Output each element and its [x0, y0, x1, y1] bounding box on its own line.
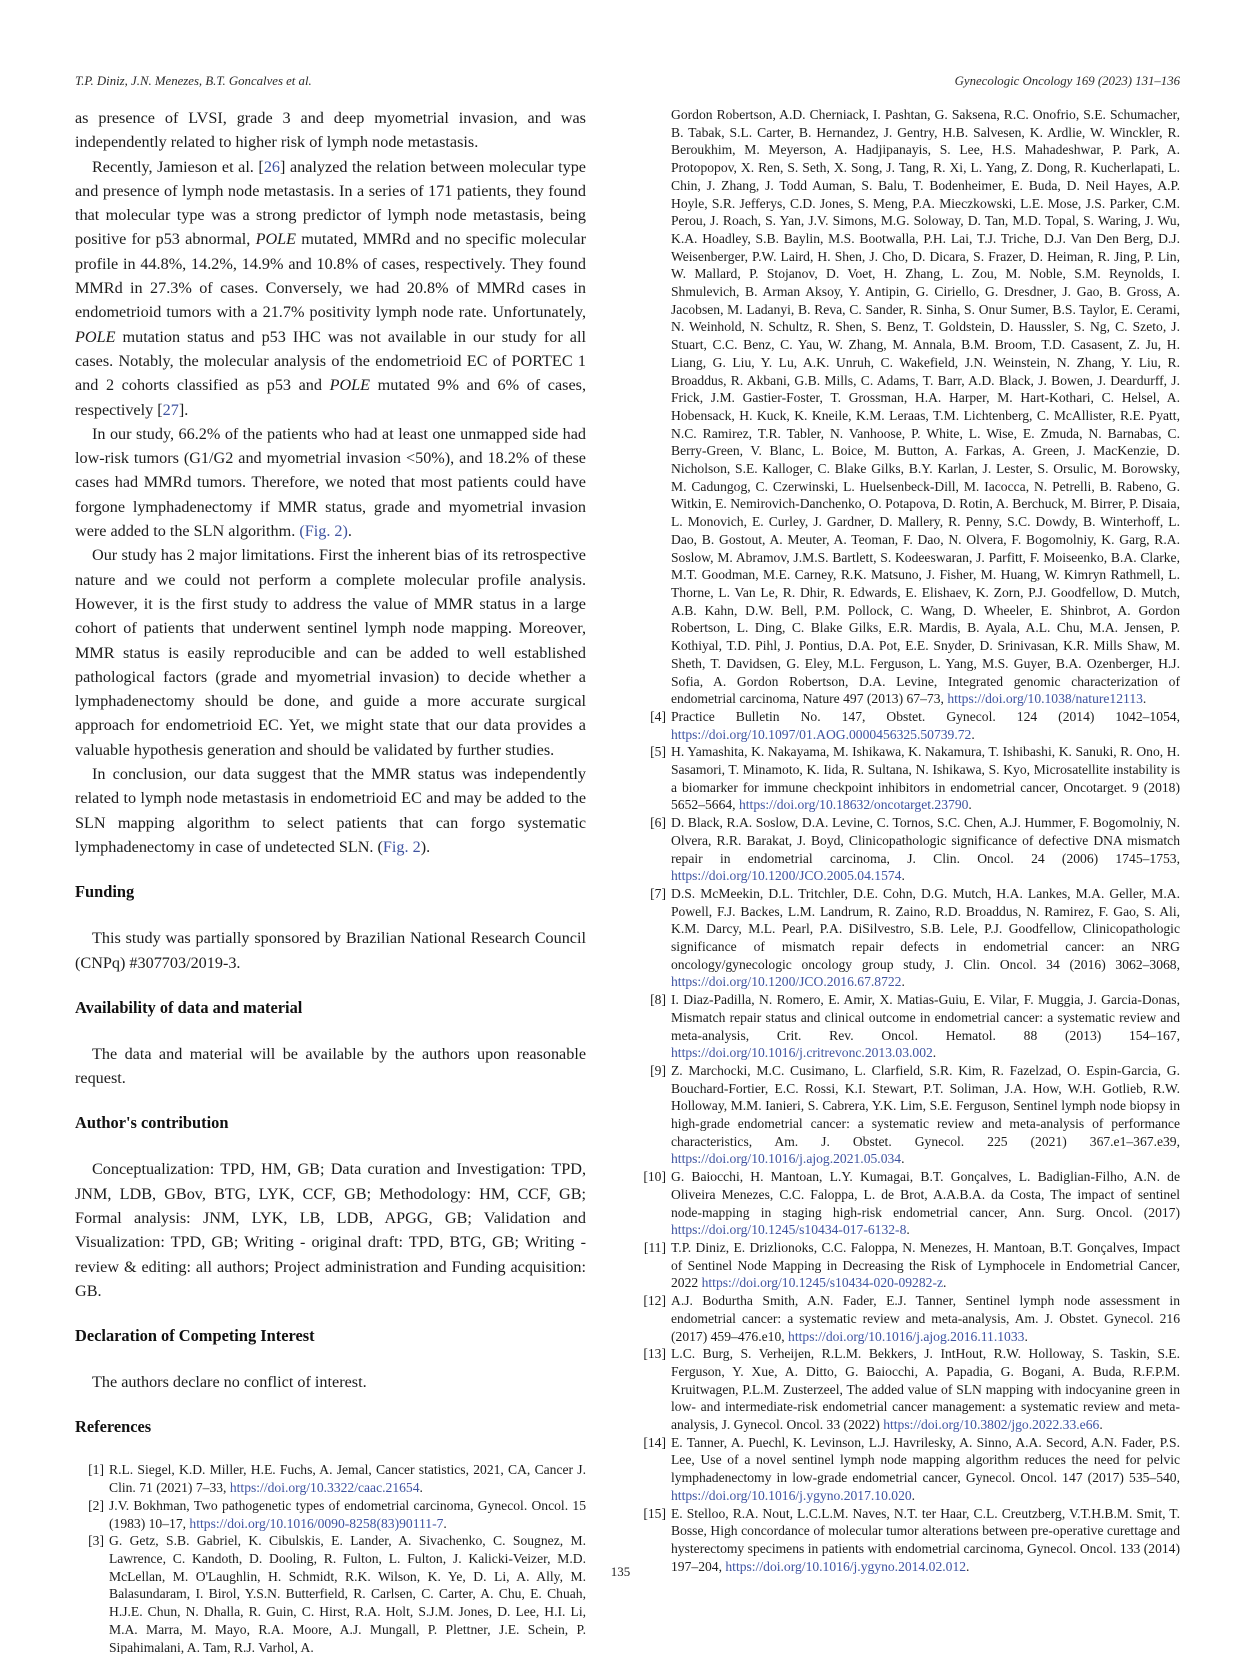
text-segment: H. Yamashita, K. Nakayama, M. Ishikawa, K. Nakamura, T. Ishibashi, K. Sanuki, R. Ono, H. Sasamori, T. Minamoto, K. Iida, R. Sultana, N. Ishikawa, S. Kyo, Microsatellite instability is a biomarker for immune checkpoint inhibitors in endometrial cancer, Oncotarget. 9 (2018) 5652–5664,	[671, 744, 1180, 813]
text-segment: E. Stelloo, R.A. Nout, L.C.L.M. Naves, N.T. ter Haar, C.L. Creutzberg, V.T.H.B.M. Smit, T. Bosse, High concordance of molecular tumor alterations between pre-operative curettage and hysterectomy specimens in patients with endometrial carcinoma, Gynecol. Oncol. 133 (2014) 197–204,	[671, 1505, 1180, 1574]
section-heading-availability: Availability of data and material	[75, 997, 303, 1017]
text-segment: .	[943, 1275, 947, 1291]
reference-number: [10]	[643, 1169, 666, 1185]
reference-text	[671, 1292, 1180, 1345]
text-segment: A.J. Bodurtha Smith, A.N. Fader, E.J. Tanner, Sentinel lymph node assessment in endometrial cancer: a systematic review and meta-analysis, Am. J. Obstet. Gynecol. 216 (2017) 459–476.e10,	[671, 1293, 1180, 1344]
reference-item	[641, 885, 1180, 991]
reference-item	[641, 991, 1180, 1062]
doi-link[interactable]: https://doi.org/10.1200/JCO.2016.67.8722	[671, 974, 902, 990]
text-segment: D. Black, R.A. Soslow, D.A. Levine, C. Tornos, S.C. Chen, A.J. Hummer, F. Bogomolniy, N. Olvera, R.R. Barakat, J. Boyd, Clinicopathologic significance of defective DNA mismatch repair in endometrial carcinoma, J. Clin. Oncol. 24 (2006) 1745–1753,	[671, 815, 1180, 866]
body-paragraph	[75, 422, 586, 543]
text-segment: R.L. Siegel, K.D. Miller, H.E. Fuchs, A. Jemal, Cancer statistics, 2021, CA, Cancer J. Clin. 71 (2021) 7–33,	[109, 1462, 586, 1496]
citation-link[interactable]: Fig. 2	[382, 837, 421, 856]
reference-item	[79, 1497, 586, 1532]
doi-link[interactable]: https://doi.org/10.1038/nature12113	[947, 691, 1143, 707]
references-list-left	[75, 1461, 586, 1654]
reference-number: [3]	[88, 1533, 104, 1549]
doi-link[interactable]: https://doi.org/10.18632/oncotarget.23790	[738, 797, 969, 813]
text-segment: G. Baiocchi, H. Mantoan, L.Y. Kumagai, B.T. Gonçalves, L. Badiglian-Filho, A.N. de Oliveira Menezes, C.C. Faloppa, L. de Brot, A.A.B.A. da Costa, The impact of sentinel node-mapping in staging high-risk endometrial cancer, Ann. Surg. Oncol. (2017)	[671, 1169, 1180, 1220]
reference-text	[109, 1461, 586, 1496]
text-segment: .	[911, 1487, 916, 1503]
text-segment: as presence of LVSI, grade 3 and deep myometrial invasion, and was independently related to higher risk of lymph node metastasis.	[75, 109, 586, 152]
citation-link[interactable]: (Fig. 2)	[299, 522, 348, 541]
reference-item	[641, 1345, 1180, 1434]
section-heading-references: References	[75, 1417, 152, 1437]
reference-text	[671, 743, 1180, 814]
section-heading-declaration: Declaration of Competing Interest	[75, 1326, 315, 1346]
reference-number: [6]	[650, 815, 666, 831]
text-segment: I. Diaz-Padilla, N. Romero, E. Amir, X. Matias-Guiu, E. Vilar, F. Muggia, J. Garcia-Donas, Mismatch repair status and clinical outcome in endometrial cancer: a systematic review and meta-analysis, Crit. Rev. Oncol. Hematol. 88 (2013) 154–167,	[671, 992, 1180, 1043]
body-paragraph	[75, 155, 586, 422]
reference-number: [8]	[650, 992, 666, 1008]
text-segment: .	[901, 974, 905, 990]
reference-number: [14]	[643, 1434, 666, 1450]
text-segment: .	[971, 726, 975, 742]
text-segment: .	[1142, 691, 1147, 707]
text-segment: In our study, 66.2% of the patients who had at least one unmapped side had low-risk tumors (G1/G2 and myometrial invasion <50%), and 18.2% of these cases had MMRd tumors. Therefore, we noted that most patients could have forgone lymphadenectomy if MMR status, grade and myometrial invasion were added to the SLN algorithm.	[75, 424, 586, 541]
reference-text	[109, 1532, 586, 1654]
reference-text	[671, 1168, 1180, 1239]
text-segment: Recently, Jamieson et al. [	[92, 157, 264, 176]
doi-link[interactable]: https://doi.org/10.1016/0090-8258(83)90111-7	[189, 1515, 444, 1531]
body-paragraph	[75, 926, 586, 975]
doi-link[interactable]: https://doi.org/10.1016/j.critrevonc.2013.03.002	[671, 1045, 933, 1061]
reference-text	[671, 106, 1180, 708]
text-segment: mutation status and p53 IHC was not available in our study for all cases. Notably, the molecular analysis of the endometrioid EC of PORTEC 1 and 2 cohorts classified as p53 and	[75, 327, 586, 395]
italic-text: POLE	[75, 327, 116, 346]
text-segment: T.P. Diniz, E. Drizlionoks, C.C. Faloppa, N. Menezes, H. Mantoan, B.T. Gonçalves, Impact of Sentinel Node Mapping in Decreasing the Risk of Lymphocele in Endometrial Cancer, 2022	[671, 1240, 1180, 1291]
running-journal: Gynecologic Oncology 169 (2023) 131–136	[954, 74, 1180, 88]
reference-text	[671, 1239, 1180, 1292]
reference-item	[79, 1532, 586, 1654]
text-segment: Conceptualization: TPD, HM, GB; Data curation and Investigation: TPD, JNM, LDB, GBov, BTG, LYK, CCF, GB; Methodology: HM, CCF, GB; Formal analysis: JNM, LYK, LB, LDB, APGG, GB; Validation and Visualization: TPD, GB; Writing - original draft: TPD, BTG, GB; Writing - review & editing: all authors; Project administration and Funding acquisition: GB.	[75, 1160, 586, 1300]
reference-number: [2]	[88, 1497, 104, 1513]
doi-link[interactable]: https://doi.org/10.1097/01.AOG.0000456325.50739.72	[671, 726, 972, 742]
text-segment: L.C. Burg, S. Verheijen, R.L.M. Bekkers, J. IntHout, R.W. Holloway, S. Taskin, S.E. Ferguson, Y. Xue, A. Ditto, G. Baiocchi, A. Papadia, G. Bogani, A. Buda, R.F.P.M. Kruitwagen, P.L.M. Zusterzeel, The added value of SLN mapping with indocyanine green in low- and intermediate-risk endometrial cancer management: a systematic review and meta-analysis, J. Gynecol. Oncol. 33 (2022)	[671, 1346, 1180, 1433]
reference-item	[641, 1434, 1180, 1505]
text-segment: Our study has 2 major limitations. First the inherent bias of its retrospective nature and we could not perform a complete molecular profile analysis. However, it is the first study to address the value of MMR status in a large cohort of patients that underwent sentinel lymph node mapping. Moreover, MMR status is easily reproducible and can be added to well established pathological factors (grade and myometrial invasion) to decide whether a lymphadenectomy should be done, and guide a more accurate surgical approach for endometrioid EC. Yet, we might state that our data provides a valuable hypothesis generation and should be validated by further studies.	[75, 546, 586, 759]
text-segment: Practice Bulletin No. 147, Obstet. Gynecol. 124 (2014) 1042–1054,	[671, 708, 1180, 724]
reference-number: [11]	[643, 1240, 666, 1255]
text-segment: The data and material will be available by the authors upon reasonable request.	[75, 1044, 586, 1088]
reference-item	[641, 106, 1180, 708]
doi-link[interactable]: https://doi.org/10.1245/s10434-020-09282-z	[701, 1275, 944, 1291]
section-heading-funding: Funding	[75, 882, 135, 902]
text-segment: mutated, MMRd and no specific molecular profile in 44.8%, 14.2%, 14.9% and 10.8% of cases, respectively. They found MMRd in 27.3% of cases. Conversely, we had 20.8% of MMRd cases in endometrioid tumors with a 21.7% positivity lymph node rate. Unfortunately,	[75, 230, 586, 322]
text-segment: ] analyzed the relation between molecular type and presence of lymph node metastasis. In a series of 171 patients, they found that molecular type was a strong predictor of lymph node metastasis, being positive for p53 abnormal,	[75, 157, 586, 249]
reference-number: [12]	[643, 1293, 666, 1309]
text-segment: E. Tanner, A. Puechl, K. Levinson, L.J. Havrilesky, A. Sinno, A.A. Secord, A.N. Fader, P.S. Lee, Use of a novel sentinel lymph node mapping algorithm reduces the need for pelvic lymphadenectomy in low-grade endometrial cancer, Gynecol. Oncol. 147 (2017) 535–540,	[671, 1434, 1180, 1486]
reference-text	[671, 814, 1180, 885]
text-segment: ].	[178, 400, 189, 419]
doi-link[interactable]: https://doi.org/10.1016/j.ajog.2021.05.034	[671, 1151, 902, 1167]
reference-text	[109, 1497, 586, 1532]
reference-text	[671, 1062, 1180, 1168]
citation-link[interactable]: 26	[263, 157, 280, 176]
reference-number: [7]	[650, 885, 666, 901]
text-segment: D.S. McMeekin, D.L. Tritchler, D.E. Cohn, D.G. Mutch, H.A. Lankes, M.A. Geller, M.A. Powell, F.J. Backes, L.M. Landrum, R. Zaino, R.D. Broaddus, N. Ramirez, F. Gao, S. Ali, K.M. Darcy, M.L. Pearl, P.A. DiSilvestro, S.B. Lele, P.J. Goodfellow, Clinicopathologic significance of mismatch repair defects in endometrial cancer: an NRG oncology/gynecologic oncology group study, J. Clin. Oncol. 34 (2016) 3062–3068,	[671, 885, 1180, 972]
doi-link[interactable]: https://doi.org/10.1016/j.ygyno.2017.10.020	[671, 1487, 912, 1503]
reference-number: [4]	[650, 708, 666, 724]
reference-number: [15]	[643, 1505, 666, 1521]
text-segment: .	[901, 868, 905, 884]
doi-link[interactable]: https://doi.org/10.3322/caac.21654	[229, 1480, 420, 1496]
text-segment: .	[901, 1151, 905, 1167]
reference-text	[671, 1345, 1180, 1434]
references-list-right	[641, 106, 1180, 1575]
right-column	[641, 106, 1180, 1575]
reference-number: [13]	[643, 1346, 666, 1362]
reference-item	[641, 743, 1180, 814]
text-segment: .	[966, 1558, 970, 1574]
left-column	[75, 106, 586, 1654]
text-segment: ).	[420, 837, 431, 856]
reference-item	[641, 814, 1180, 885]
body-paragraph	[75, 106, 586, 155]
text-segment: mutated 9% and 6% of cases, respectively [	[75, 376, 586, 419]
text-segment: .	[443, 1515, 447, 1531]
text-segment: G. Getz, S.B. Gabriel, K. Cibulskis, E. Lander, A. Sivachenko, C. Sougnez, M. Lawrence, C. Kandoth, D. Dooling, R. Fulton, L. Fulton, J. Kalicki-Veizer, M.D. McLellan, M. O'Laughlin, H. Schmidt, R.K. Wilson, K. Ye, D. Li, A. Ally, M. Balasundaram, I. Birol, Y.S.N. Butterfield, R. Carlsen, C. Carter, A. Chu, E. Chuah, H.J.E. Chun, N. Dhalla, R. Guin, C. Hirst, R.A. Holt, S.J.M. Jones, D. Lee, H.I. Li, M.A. Marra, M. Mayo, R.A. Moore, A.J. Mungall, P. Plettner, J.E. Schein, P. Sipahimalani, A. Tam, R.J. Varhol, A.	[109, 1533, 586, 1654]
reference-item	[641, 1239, 1180, 1292]
doi-link[interactable]: https://doi.org/10.3802/jgo.2022.33.e66	[883, 1417, 1100, 1433]
citation-link[interactable]: 27	[162, 400, 179, 419]
page-number: 135	[610, 1564, 631, 1579]
italic-text: POLE	[329, 376, 371, 395]
reference-text	[671, 885, 1180, 991]
reference-item	[641, 1168, 1180, 1239]
text-segment: In conclusion, our data suggest that the MMR status was independently related to lymph node metastasis in endometrioid EC and may be added to the SLN mapping algorithm to select patients that can forgo systematic lymphadenectomy in case of undetected SLN. (	[75, 765, 586, 856]
text-segment: .	[1099, 1417, 1103, 1433]
text-segment: .	[1024, 1328, 1028, 1344]
reference-item	[641, 1292, 1180, 1345]
body-paragraph	[75, 1042, 586, 1091]
reference-text	[671, 1434, 1180, 1505]
body-paragraph	[75, 543, 586, 762]
text-segment: .	[968, 797, 972, 813]
text-segment: .	[419, 1480, 423, 1496]
text-segment: The authors declare no conflict of interest.	[92, 1373, 367, 1392]
reference-text	[671, 708, 1180, 743]
running-authors: T.P. Diniz, J.N. Menezes, B.T. Goncalves et al.	[75, 74, 312, 88]
section-heading-authors-contribution: Author's contribution	[75, 1113, 229, 1133]
text-segment: .	[347, 522, 352, 541]
text-segment: J.V. Bokhman, Two pathogenetic types of endometrial carcinoma, Gynecol. Oncol. 15 (1983) 10–17,	[109, 1497, 586, 1531]
reference-number: [9]	[650, 1062, 666, 1078]
reference-number: [5]	[650, 744, 666, 760]
text-segment: Gordon Robertson, A.D. Cherniack, I. Pashtan, G. Saksena, R.C. Onofrio, S.E. Schumacher, B. Tabak, S.L. Carter, B. Hernandez, J. Gentry, H.B. Salvesen, K. Ardlie, W. Winckler, R. Beroukhim, M. Meyerson, A. Hadjipanayis, S. Lee, H.S. Mahadeshwar, P. Park, A. Protopopov, X. Ren, S. Seth, X. Song, J. Tang, R. Xi, L. Yang, Z. Dong, R. Kucherlapati, L. Chin, J. Zhang, J. Todd Auman, S. Balu, T. Bodenheimer, E. Buda, D. Neil Hayes, A.P. Hoyle, S.R. Jefferys, C.D. Jones, S. Meng, P.A. Mieczkowski, L.E. Mose, J.S. Parker, C.M. Perou, J. Roach, S. Yan, J.V. Simons, M.G. Soloway, D. Tan, M.D. Topal, S. Waring, J. Wu, K.A. Hoadley, S.B. Baylin, M.S. Bootwalla, P.H. Lai, T.J. Triche, D.J. Van Den Berg, D.J. Weisenberger, P.W. Laird, H. Shen, J. Cho, D. Dicara, S. Frazer, D. Heiman, R. Jing, P. Lin, W. Mallard, P. Stojanov, D. Voet, H. Zhang, L. Zou, M. Noble, S.M. Reynolds, I. Shmulevich, B. Arman Aksoy, Y. Antipin, G. Ciriello, G. Dresdner, J. Gao, B. Gross, A. Jacobsen, M. Ladanyi, B. Reva, C. Sander, R. Sinha, S. Onur Sumer, B.S. Taylor, E. Cerami, N. Weinhold, N. Schultz, R. Shen, S. Benz, T. Goldstein, D. Haussler, S. Ng, C. Szeto, J. Stuart, C.C. Benz, C. Yau, W. Zhang, M. Annala, B.M. Broom, T.D. Casasent, Z. Ju, H. Liang, G. Liu, Y. Lu, A.K. Unruh, C. Wakefield, J.N. Weinstein, N. Zhang, Y. Liu, R. Broaddus, R. Akbani, G.B. Mills, C. Adams, T. Barr, A.D. Black, J. Bowen, J. Deardurff, J. Frick, J.M. Gastier-Foster, T. Grossman, H.A. Harper, M. Hart-Kothari, C. Helsel, A. Hobensack, H. Kuck, K. Kneile, K.M. Leraas, T.M. Lichtenberg, C. McAllister, R.E. Pyatt, N.C. Ramirez, T.R. Tabler, N. Vanhoose, P. White, L. Wise, E. Zmuda, N. Barnabas, C. Berry-Green, V. Blanc, L. Boice, M. Button, A. Farkas, A. Green, J. MacKenzie, D. Nicholson, S.E. Kalloger, C. Blake Gilks, B.Y. Karlan, J. Lester, S. Orsulic, M. Borowsky, M. Cadungog, C. Czerwinski, L. Huelsenbeck-Dill, M. Iacocca, N. Petrelli, B. Rabeno, G. Witkin, E. Nemirovich-Danchenko, O. Potapova, D. Rotin, A. Berchuck, M. Birrer, P. Disaia, L. Monovich, E. Curley, J. Gardner, D. Mallery, R. Penny, S.C. Dowdy, B. Winterhoff, L. Dao, B. Gostout, A. Meuter, A. Teoman, F. Dao, N. Olvera, F. Bogomolniy, K. Garg, R.A. Soslow, M. Abramov, J.M.S. Bartlett, S. Kodeeswaran, J. Parfitt, F. Moiseenko, B.A. Clarke, M.T. Goodman, M.E. Carney, R.K. Matsuno, J. Fisher, M. Huang, W. Kimryn Rathmell, L. Thorne, L. Van Le, R. Dhir, R. Edwards, E. Elishaev, K. Zorn, P.J. Goodfellow, D. Mutch, A.B. Kahn, D.W. Bell, P.M. Pollock, C. Wang, D. Wheeler, E. Shinbrot, A. Gordon Robertson, L. Ding, C. Blake Gilks, E.R. Mardis, B. Ayala, A.L. Chu, M.A. Jensen, P. Kothiyal, T.D. Pihl, J. Pontius, D.A. Pot, E.E. Snyder, D. Srinivasan, K.R. Mills Shaw, M. Sheth, T. Davidsen, G. Eley, M.L. Ferguson, L. Yang, M.S. Guyer, B.A. Ozenberger, H.J. Sofia, A. Gordon Robertson, D.A. Levine, Integrated genomic characterization of endometrial carcinoma, Nature 497 (2013) 67–73,	[671, 107, 1180, 707]
body-paragraph	[75, 762, 586, 859]
text-segment: .	[906, 1222, 910, 1238]
doi-link[interactable]: https://doi.org/10.1016/j.ygyno.2014.02.012	[725, 1558, 967, 1574]
text-segment: This study was partially sponsored by Brazilian National Research Council (CNPq) #307703/2019-3.	[75, 929, 586, 972]
reference-number: [1]	[88, 1462, 104, 1478]
doi-link[interactable]: https://doi.org/10.1016/j.ajog.2016.11.1033	[788, 1328, 1025, 1344]
running-header	[75, 74, 1180, 89]
text-segment: .	[932, 1045, 937, 1061]
body-paragraph	[75, 1370, 586, 1394]
reference-item	[641, 1062, 1180, 1168]
reference-item	[79, 1461, 586, 1496]
reference-item	[641, 708, 1180, 743]
reference-text	[671, 991, 1180, 1062]
doi-link[interactable]: https://doi.org/10.1245/s10434-017-6132-8	[671, 1222, 907, 1238]
reference-number	[641, 106, 671, 708]
doi-link[interactable]: https://doi.org/10.1200/JCO.2005.04.1574	[671, 868, 902, 884]
body-paragraph	[75, 1157, 586, 1303]
italic-text: POLE	[255, 230, 297, 249]
text-segment: Z. Marchocki, M.C. Cusimano, L. Clarfield, S.R. Kim, R. Fazelzad, O. Espin-Garcia, G. Bouchard-Fortier, E.C. Rossi, K.I. Stewart, P.T. Soliman, J.A. How, W.H. Gotlieb, R.W. Holloway, M.M. Ianieri, S. Cabrera, Y.K. Lim, S.E. Ferguson, Sentinel lymph node biopsy in high-grade endometrial cancer: a systematic review and meta-analysis of performance characteristics, Am. J. Obstet. Gynecol. 225 (2021) 367.e1–367.e39,	[671, 1062, 1180, 1149]
